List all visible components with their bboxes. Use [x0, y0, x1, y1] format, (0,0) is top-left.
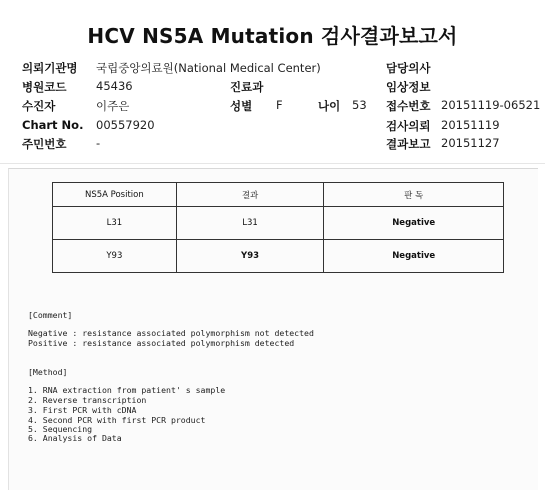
value-sex: F — [276, 98, 283, 112]
label-department: 진료과 — [230, 80, 264, 94]
label-chart-no: Chart No. — [22, 118, 84, 132]
label-sex: 성별 — [230, 99, 253, 113]
column-header-position: NS5A Position — [53, 183, 177, 207]
comment-line-negative: Negative : resistance associated polymorphism not detected — [28, 328, 314, 338]
cell-position: Y93 — [53, 240, 177, 273]
cell-result: L31 — [176, 207, 324, 240]
value-result-report-date: 20151127 — [441, 136, 500, 150]
value-chart-no: 00557920 — [96, 118, 155, 132]
ns5a-result-table — [52, 182, 504, 273]
label-resident-number: 주민번호 — [22, 137, 67, 151]
label-attending-doctor: 담당의사 — [386, 61, 431, 75]
label-patient-name: 수진자 — [22, 99, 56, 113]
value-age: 53 — [352, 98, 367, 112]
value-test-request-date: 20151119 — [441, 118, 500, 132]
value-receipt-number: 20151119-06521 — [441, 98, 541, 112]
table-row — [53, 240, 504, 273]
report-title: HCV NS5A Mutation 검사결과보고서 — [87, 24, 458, 48]
column-header-result: 결과 — [176, 183, 324, 207]
cell-position: L31 — [53, 207, 177, 240]
comment-line-positive: Positive : resistance associated polymorphism detected — [28, 338, 295, 348]
label-receipt-number: 접수번호 — [386, 99, 431, 113]
cell-interpretation: Negative — [324, 240, 504, 273]
cell-result: Y93 — [176, 240, 324, 273]
method-step: 2. Reverse transcription — [28, 395, 147, 405]
label-result-report-date: 결과보고 — [386, 137, 431, 151]
method-step: 6. Analysis of Data — [28, 433, 122, 443]
label-requesting-institution: 의뢰기관명 — [22, 61, 78, 75]
table-row — [53, 207, 504, 240]
method-step: 1. RNA extraction from patient' s sample — [28, 385, 226, 395]
cell-interpretation: Negative — [324, 207, 504, 240]
comment-heading: [Comment] — [28, 310, 73, 320]
value-requesting-institution: 국립중앙의료원(National Medical Center) — [96, 61, 321, 75]
method-step: 5. Sequencing — [28, 424, 93, 434]
value-hospital-code: 45436 — [96, 79, 133, 93]
method-heading: [Method] — [28, 367, 68, 377]
header-divider — [0, 163, 545, 164]
method-step: 4. Second PCR with first PCR product — [28, 415, 206, 425]
table-header-row — [53, 183, 504, 207]
value-patient-name: 이주은 — [96, 99, 130, 113]
value-resident-number: - — [96, 136, 101, 150]
label-test-request-date: 검사의뢰 — [386, 119, 431, 133]
label-clinical-info: 임상정보 — [386, 80, 431, 94]
label-age: 나이 — [318, 99, 341, 113]
column-header-interpretation: 판 독 — [324, 183, 504, 207]
method-step: 3. First PCR with cDNA — [28, 405, 137, 415]
label-hospital-code: 병원코드 — [22, 80, 67, 94]
